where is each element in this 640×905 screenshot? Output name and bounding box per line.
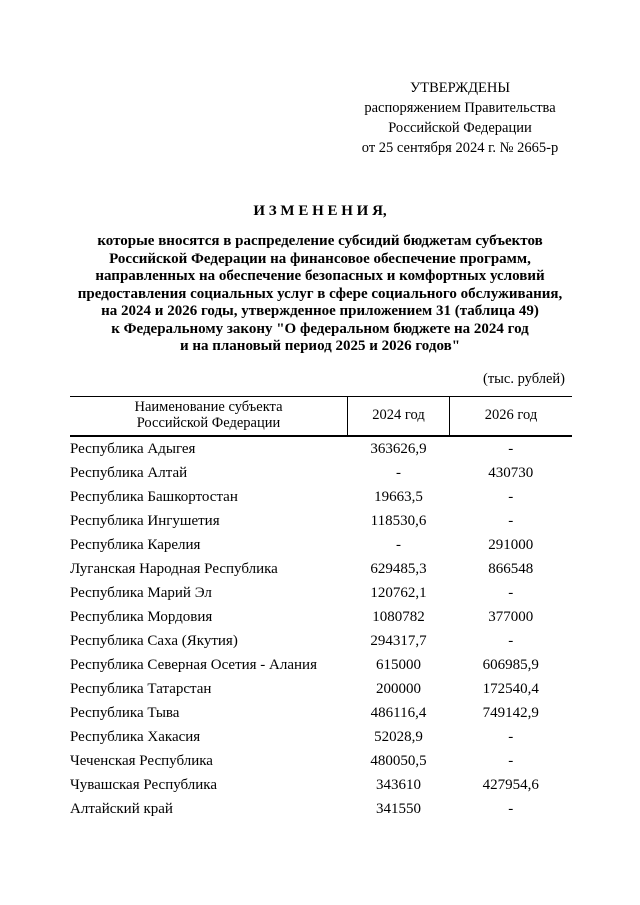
value-2026-cell: - [508,728,514,745]
region-name-cell: Республика Саха (Якутия) [70,632,238,649]
table-row [70,677,572,701]
approval-line: Российской Федерации [388,120,532,136]
column-header-region-line2: Российской Федерации [136,415,281,431]
units-note: (тыс. рублей) [483,371,565,387]
region-name-cell: Республика Хакасия [70,728,201,745]
region-name-cell: Чеченская Республика [70,752,213,769]
value-2026-cell: - [508,632,514,649]
table-row [70,509,572,533]
region-name-cell: Республика Башкортостан [70,488,238,505]
table-row [70,797,572,821]
subsidy-table [70,396,572,821]
table-header [70,397,572,437]
value-2026-cell: 866548 [488,560,534,577]
value-2026-cell: 377000 [488,608,534,625]
subtitle-line: на 2024 и 2026 годы, утвержденное приложением 31 (таблица 49) [101,303,539,319]
approval-line: от 25 сентября 2024 г. № 2665-р [361,140,559,156]
approval-line: распоряжением Правительства [364,100,556,116]
value-2024-cell: 629485,3 [370,560,427,577]
document-subtitle [40,233,600,356]
value-2026-cell: 291000 [488,536,534,553]
value-2024-cell: 615000 [376,656,421,673]
value-2024-cell: 118530,6 [370,512,427,529]
region-name-cell: Республика Ингушетия [70,512,220,529]
approval-block [350,78,570,158]
value-2024-cell: 120762,1 [370,584,427,601]
column-header-2024: 2024 год [348,397,450,437]
subtitle-line: и на плановый период 2025 и 2026 годов" [179,338,461,354]
table-row [70,557,572,581]
value-2024-cell: 480050,5 [370,752,427,769]
table-row [70,629,572,653]
region-name-cell: Республика Мордовия [70,608,213,625]
table-row [70,653,572,677]
subtitle-line: которые вносятся в распределение субсидий бюджетам субъектов [97,233,543,249]
value-2026-cell: 430730 [488,464,534,481]
table-body [70,436,572,821]
table-row [70,461,572,485]
value-2026-cell: 172540,4 [482,680,539,697]
value-2024-cell: 486116,4 [370,704,427,721]
region-name-cell: Чувашская Республика [70,776,218,793]
table-row [70,581,572,605]
value-2026-cell: - [508,584,514,601]
value-2026-cell: - [508,512,514,529]
region-name-cell: Республика Тыва [70,704,180,721]
column-header-2026: 2026 год [450,397,573,437]
value-2024-cell: 343610 [376,776,421,793]
column-header-region [70,397,348,437]
table-row [70,533,572,557]
region-name-cell: Республика Марий Эл [70,584,212,601]
value-2026-cell: - [508,752,514,769]
value-2024-cell: 294317,7 [370,632,427,649]
table-row [70,749,572,773]
value-2026-cell: 606985,9 [482,656,539,673]
value-2024-cell: 200000 [376,680,421,697]
value-2026-cell: 749142,9 [482,704,539,721]
table-row [70,773,572,797]
table-row [70,485,572,509]
region-name-cell: Республика Татарстан [70,680,212,697]
value-2024-cell: 1080782 [372,608,425,625]
value-2024-cell: 363626,9 [370,440,427,457]
table-row [70,605,572,629]
value-2026-cell: 427954,6 [482,776,539,793]
value-2024-cell: - [396,536,401,553]
region-name-cell: Республика Алтай [70,464,188,481]
table-row [70,701,572,725]
column-header-region-line1: Наименование субъекта [134,399,283,415]
region-name-cell: Луганская Народная Республика [70,560,278,577]
value-2026-cell: - [508,440,514,457]
region-name-cell: Республика Адыгея [70,440,196,457]
value-2024-cell: 19663,5 [374,488,423,505]
region-name-cell: Алтайский край [70,800,173,817]
table-header-row [70,397,572,437]
subtitle-line: к Федеральному закону "О федеральном бюджете на 2024 год [111,320,529,337]
region-name-cell: Республика Северная Осетия - Алания [70,656,317,673]
value-2024-cell: - [396,464,401,481]
value-2026-cell: - [508,488,514,505]
subtitle-line: Российской Федерации на финансовое обеспечение программ, [109,250,531,267]
region-name-cell: Республика Карелия [70,536,201,553]
approval-line: УТВЕРЖДЕНЫ [409,80,511,96]
table-row [70,436,572,461]
value-2024-cell: 52028,9 [374,728,423,745]
value-2024-cell: 341550 [376,800,421,817]
table-row [70,725,572,749]
subtitle-line: предоставления социальных услуг в сфере социального обслуживания, [77,285,563,302]
subtitle-line: направленных на обеспечение безопасных и комфортных условий [95,268,545,284]
document-title: И З М Е Н Е Н И Я, [253,203,387,219]
value-2026-cell: - [508,800,514,817]
